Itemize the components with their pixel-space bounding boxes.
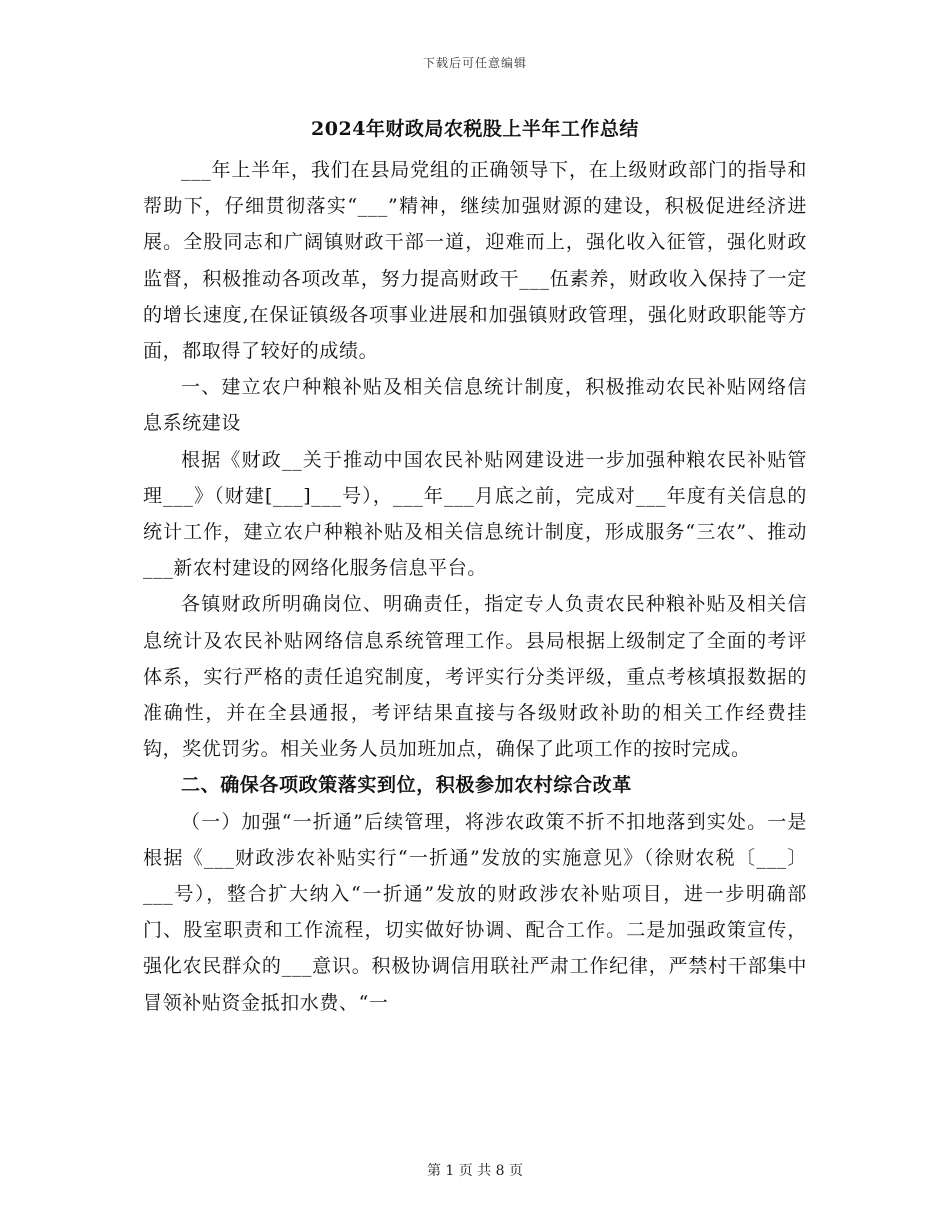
document-title: 2024年财政局农税股上半年工作总结 <box>311 118 639 140</box>
paragraph-intro: ___年上半年，我们在县局党组的正确领导下，在上级财政部门的指导和帮助下，仔细贯彻落实“___”精神，继续加强财源的建设，积极促进经济进展。全股同志和广阔镇财政干部一道，迎难而上，强化收入征管，强化财政监督，积极推动各项改革，努力提高财政干___伍素养，财政收入保持了一定的增长速度,在保证镇级各项事业进展和加强镇财政管理，强化财政职能等方面，都取得了较好的成绩。 <box>143 159 807 363</box>
section-heading-1: 一、建立农户种粮补贴及相关信息统计制度，积极推动农民补贴网络信息系统建设 <box>143 376 807 435</box>
paragraph-section1-basis: 根据《财政__关于推动中国农民补贴网建设进一步加强种粮农民补贴管理___》（财建[___]___号），___年___月底之前，完成对___年度有关信息的统计工作，建立农户种粮补贴及相关信息统计制度，形成服务“三农”、推动___新农村建设的网络化服务信息平台。 <box>143 448 807 580</box>
paragraph-section1-implementation: 各镇财政所明确岗位、明确责任，指定专人负责农民种粮补贴及相关信息统计及农民补贴网络信息系统管理工作。县局根据上级制定了全面的考评体系，实行严格的责任追究制度，考评实行分类评级，重点考核填报数据的准确性，并在全县通报，考评结果直接与各级财政补助的相关工作经费挂钩，奖优罚劣。相关业务人员加班加点，确保了此项工作的按时完成。 <box>143 593 807 761</box>
page-header-note: 下载后可任意编辑 <box>422 56 527 70</box>
section-heading-2: 二、确保各项政策落实到位，积极参加农村综合改革 <box>181 774 632 797</box>
page-footer-page-number: 第 1 页 共 8 页 <box>426 1163 524 1179</box>
paragraph-section2-item1: （一）加强“一折通”后续管理，将涉农政策不折不扣地落到实处。一是根据《___财政涉农补贴实行“一折通”发放的实施意见》（徐财农税〔___〕___号），整合扩大纳入“一折通”发放的财政涉农补贴项目，进一步明确部门、股室职责和工作流程，切实做好协调、配合工作。二是加强政策宣传，强化农民群众的___意识。积极协调信用联社严肃工作纪律，严禁村干部集中冒领补贴资金抵扣水费、“一 <box>143 810 807 1014</box>
document-body <box>143 112 807 1021</box>
